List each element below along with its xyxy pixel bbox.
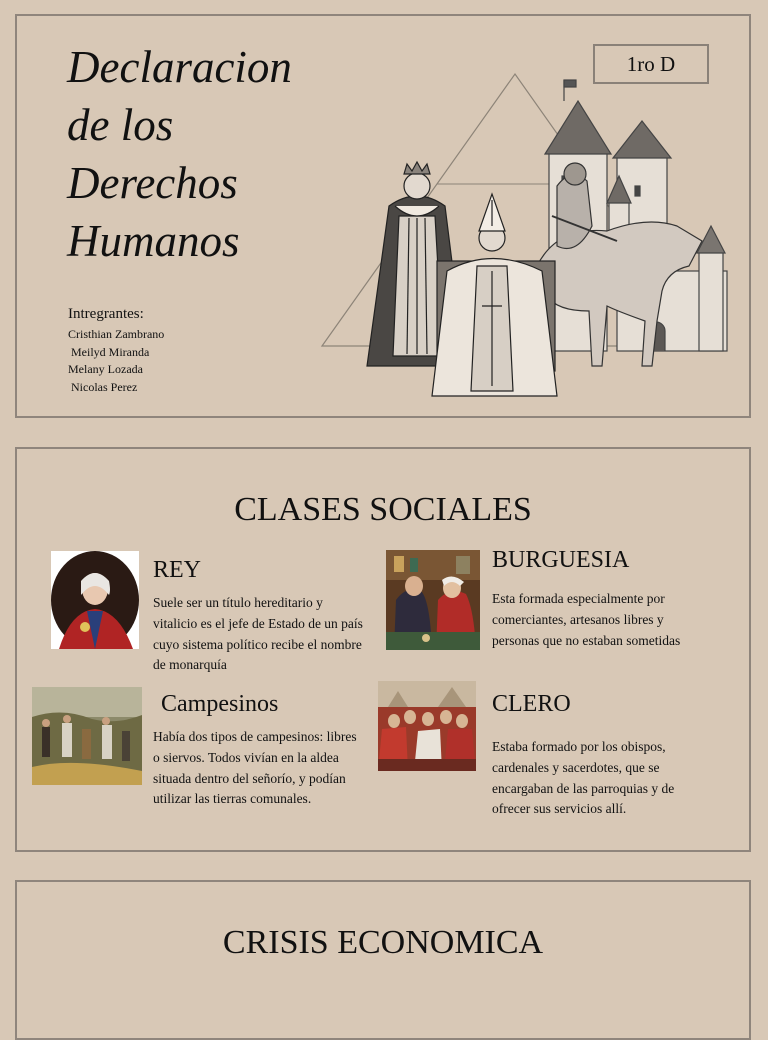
class-badge: 1ro D	[593, 44, 709, 84]
section-title: CLASES SOCIALES	[234, 491, 532, 528]
card-text-clero: Estaba formado por los obispos, cardenales y sacerdotes, que se encargaban de las parroquias y de ofrecer sus servicios allí.	[492, 739, 675, 817]
card-title-clero: CLERO	[492, 691, 571, 717]
card-text-campesinos: Había dos tipos de campesinos: libres o siervos. Todos vivían en la aldea situada dentro del señorío, y podían utilizar las tierras comunales.	[153, 729, 357, 807]
card-title-rey: REY	[153, 557, 201, 583]
members-label: Intregrantes:	[68, 306, 144, 322]
member-name: Nicolas Perez	[71, 379, 138, 394]
burguesia-painting-image	[386, 550, 480, 650]
title-line: Derechos	[67, 158, 238, 208]
title-line: Declaracion	[67, 42, 292, 92]
clero-painting-image	[378, 681, 476, 771]
medieval-illustration	[317, 66, 747, 406]
section-title: CRISIS ECONOMICA	[222, 924, 544, 961]
member-name: Melany Lozada	[68, 362, 143, 376]
card-title-burguesia: BURGUESIA	[492, 547, 630, 573]
economic-crisis-slide	[15, 880, 751, 1040]
card-title-campesinos: Campesinos	[161, 691, 279, 717]
member-name: Cristhian Zambrano	[68, 327, 165, 341]
member-name: Meilyd Miranda	[71, 344, 150, 359]
cover-slide	[15, 14, 751, 418]
bishop-drawing	[432, 194, 557, 396]
card-text-burguesia: Esta formada especialmente por comerciantes, artesanos libres y personas que no estaban sometidas	[492, 591, 681, 648]
social-classes-slide	[15, 447, 751, 852]
campesinos-painting-image	[32, 687, 142, 785]
title-line: de los	[67, 100, 174, 150]
king-portrait-image	[51, 551, 139, 649]
members-list	[68, 306, 164, 396]
title-line: Humanos	[67, 216, 240, 266]
card-text-rey: Suele ser un título hereditario y vitalicio es el jefe de Estado de un país cuyo sistema político recibe el nombre de monarquía	[153, 595, 363, 673]
